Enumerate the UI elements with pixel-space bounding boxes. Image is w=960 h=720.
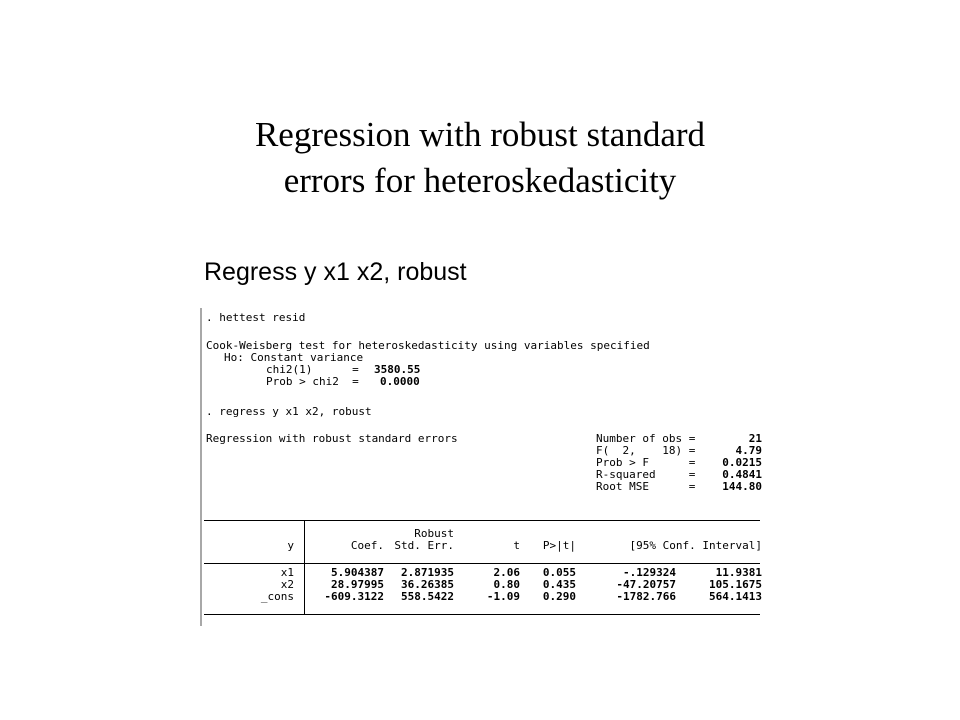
- stat-value: 4.79: [735, 444, 762, 457]
- robust-header: Robust: [414, 527, 454, 540]
- table-body-separator: [304, 564, 305, 614]
- prob-chi2-value: 0.0000: [380, 375, 420, 388]
- row-coef: -609.3122: [324, 590, 384, 603]
- row-conf-high: 564.1413: [709, 590, 762, 603]
- stat-label: Number of obs =: [596, 432, 696, 445]
- slide-subtitle: Regress y x1 x2, robust: [204, 258, 467, 286]
- row-variable: _cons: [260, 590, 294, 603]
- stat-label: F( 2, 18) =: [596, 444, 696, 457]
- column-header-coef: Coef.: [350, 539, 384, 552]
- row-variable: x1: [280, 566, 294, 579]
- row-conf-low: -1782.766: [616, 590, 676, 603]
- stat-label: R-squared =: [596, 468, 696, 481]
- slide-title-line-1: Regression with robust standard: [254, 115, 706, 154]
- row-t: 2.06: [493, 566, 520, 579]
- table-mid-rule: [204, 563, 760, 564]
- row-std-err: 558.5422: [401, 590, 454, 603]
- column-header-t: t: [513, 539, 520, 552]
- slide-title-line-2: errors for heteroskedasticity: [283, 161, 677, 200]
- row-p: 0.055: [542, 566, 576, 579]
- stat-value: 21: [748, 432, 762, 445]
- row-t: 0.80: [493, 578, 520, 591]
- row-p: 0.435: [542, 578, 576, 591]
- regression-title: Regression with robust standard errors: [206, 432, 458, 445]
- row-conf-high: 105.1675: [709, 578, 762, 591]
- command-hettest: . hettest resid: [206, 311, 306, 324]
- chi2-label: chi2(1) =: [266, 363, 359, 376]
- table-top-rule: [204, 520, 760, 521]
- null-hypothesis-label: Ho: Constant variance: [224, 351, 364, 364]
- row-std-err: 2.871935: [401, 566, 454, 579]
- row-t: -1.09: [486, 590, 520, 603]
- prob-chi2-label: Prob > chi2 =: [266, 375, 359, 388]
- stat-value: 0.0215: [722, 456, 762, 469]
- row-variable: x2: [280, 578, 294, 591]
- cook-weisberg-title: Cook-Weisberg test for heteroskedasticity using variables specified: [206, 339, 650, 352]
- chi2-value: 3580.55: [374, 363, 421, 376]
- row-conf-low: -47.20757: [616, 578, 676, 591]
- column-header-y: y: [287, 539, 294, 552]
- table-bottom-rule: [204, 614, 760, 615]
- row-conf-low: -.129324: [623, 566, 676, 579]
- column-header-std-err: Std. Err.: [394, 539, 454, 552]
- stat-value: 144.80: [722, 480, 762, 493]
- stat-value: 0.4841: [722, 468, 762, 481]
- row-coef: 28.97995: [331, 578, 384, 591]
- stata-output-panel: [200, 308, 762, 626]
- command-regress: . regress y x1 x2, robust: [206, 405, 372, 418]
- slide-title: [0, 112, 960, 204]
- column-header-p: P>|t|: [542, 539, 576, 552]
- column-header-conf-interval: [95% Conf. Interval]: [629, 539, 762, 552]
- table-header-separator: [304, 521, 305, 563]
- row-coef: 5.904387: [331, 566, 384, 579]
- row-conf-high: 11.9381: [715, 566, 762, 579]
- row-p: 0.290: [542, 590, 576, 603]
- stat-label: Root MSE =: [596, 480, 696, 493]
- row-std-err: 36.26385: [401, 578, 454, 591]
- stat-label: Prob > F =: [596, 456, 696, 469]
